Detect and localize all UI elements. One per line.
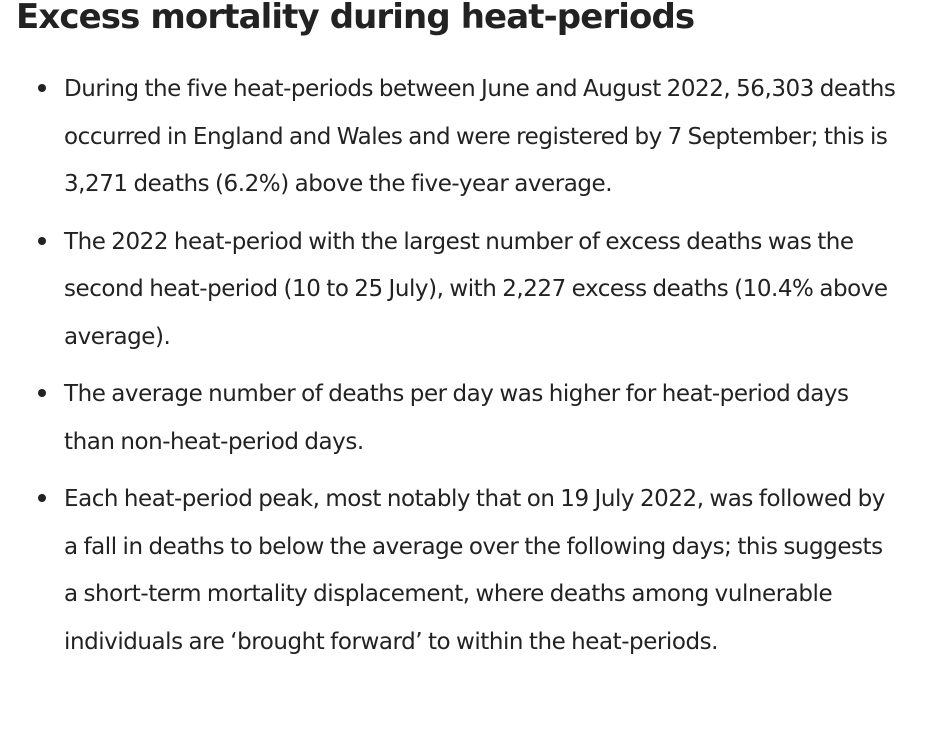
bullet-text: Each heat-period peak, most notably that on 19 July 2022, was followed by a fall in deaths to below the average over the following days; this suggests a short-term mortality displacement, where deaths among vulnerable individuals are ‘brought forward’ to within the heat-periods. <box>64 486 885 655</box>
bullet-dot-icon <box>38 494 46 502</box>
section-heading: Excess mortality during heat-periods <box>16 0 695 37</box>
bullet-text: The average number of deaths per day was higher for heat-period days than non-heat-period days. <box>64 381 849 455</box>
bullet-item <box>38 476 898 666</box>
bullet-item <box>38 66 898 209</box>
summary-bullet-list <box>38 66 898 676</box>
bullet-item <box>38 219 898 362</box>
bullet-text: The 2022 heat-period with the largest number of excess deaths was the second heat-period (10 to 25 July), with 2,227 excess deaths (10.4% above average). <box>64 228 888 350</box>
bullet-dot-icon <box>38 237 46 245</box>
bullet-item <box>38 371 898 466</box>
bullet-dot-icon <box>38 389 46 397</box>
bullet-text: During the five heat-periods between June and August 2022, 56,303 deaths occurred in England and Wales and were registered by 7 September; this is 3,271 deaths (6.2%) above the five-year average. <box>64 76 896 197</box>
bullet-dot-icon <box>38 84 46 92</box>
